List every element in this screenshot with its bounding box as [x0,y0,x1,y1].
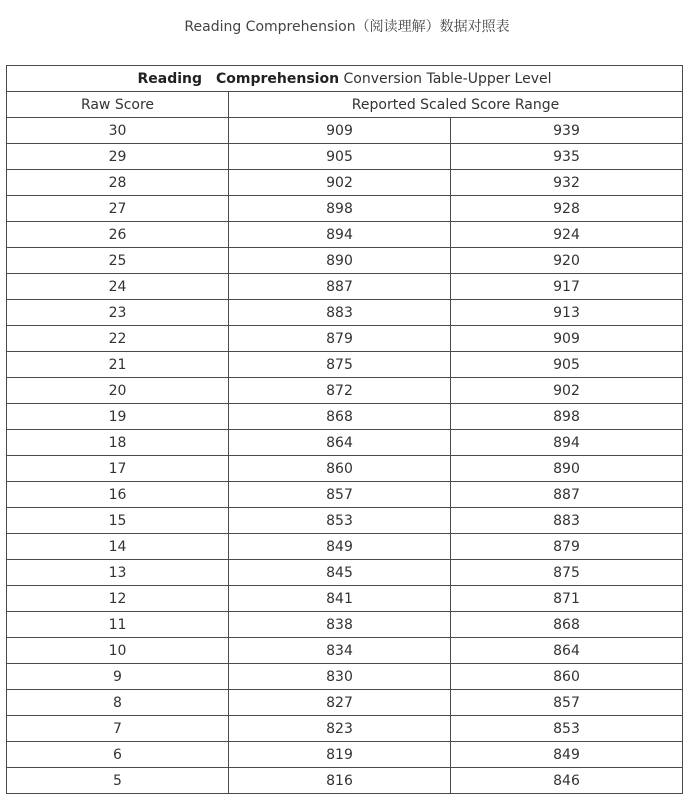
score-min-cell: 864 [229,430,451,456]
table-row [7,170,683,196]
score-max-cell: 853 [451,716,683,742]
score-min-cell: 849 [229,534,451,560]
raw-score-cell: 27 [7,196,229,222]
raw-score-cell: 5 [7,768,229,794]
table-row [7,430,683,456]
raw-score-cell: 12 [7,586,229,612]
raw-score-cell: 9 [7,664,229,690]
raw-score-cell: 6 [7,742,229,768]
score-max-cell: 894 [451,430,683,456]
raw-score-cell: 25 [7,248,229,274]
raw-score-cell: 10 [7,638,229,664]
table-row [7,690,683,716]
raw-score-cell: 30 [7,118,229,144]
raw-score-cell: 21 [7,352,229,378]
table-row [7,638,683,664]
raw-score-cell: 20 [7,378,229,404]
score-min-cell: 857 [229,482,451,508]
raw-score-cell: 19 [7,404,229,430]
score-min-cell: 816 [229,768,451,794]
table-row [7,248,683,274]
table-row [7,326,683,352]
table-heading [7,66,683,92]
score-min-cell: 890 [229,248,451,274]
score-min-cell: 902 [229,170,451,196]
table-header-row [7,92,683,118]
score-max-cell: 875 [451,560,683,586]
table-title-row [7,66,683,92]
score-max-cell: 890 [451,456,683,482]
score-min-cell: 875 [229,352,451,378]
table-row [7,742,683,768]
score-min-cell: 883 [229,300,451,326]
table-body [7,66,683,794]
raw-score-cell: 29 [7,144,229,170]
score-max-cell: 898 [451,404,683,430]
score-max-cell: 924 [451,222,683,248]
raw-score-cell: 18 [7,430,229,456]
raw-score-cell: 22 [7,326,229,352]
score-max-cell: 917 [451,274,683,300]
score-max-cell: 879 [451,534,683,560]
table-row [7,456,683,482]
table-row [7,378,683,404]
table-row [7,664,683,690]
score-min-cell: 819 [229,742,451,768]
score-max-cell: 928 [451,196,683,222]
score-max-cell: 883 [451,508,683,534]
column-header-raw-score: Raw Score [7,92,229,118]
table-heading-bold-comprehension: Comprehension [216,70,340,87]
raw-score-cell: 16 [7,482,229,508]
table-row [7,482,683,508]
score-max-cell: 902 [451,378,683,404]
score-min-cell: 823 [229,716,451,742]
raw-score-cell: 24 [7,274,229,300]
raw-score-cell: 28 [7,170,229,196]
score-min-cell: 838 [229,612,451,638]
table-heading-bold-reading: Reading [137,70,203,87]
table-row [7,144,683,170]
score-max-cell: 935 [451,144,683,170]
score-max-cell: 909 [451,326,683,352]
score-min-cell: 909 [229,118,451,144]
score-min-cell: 853 [229,508,451,534]
score-min-cell: 887 [229,274,451,300]
table-row [7,560,683,586]
score-min-cell: 898 [229,196,451,222]
score-max-cell: 871 [451,586,683,612]
score-min-cell: 827 [229,690,451,716]
score-max-cell: 857 [451,690,683,716]
table-row [7,612,683,638]
score-min-cell: 905 [229,144,451,170]
table-row [7,274,683,300]
table-row [7,508,683,534]
column-header-score-range: Reported Scaled Score Range [229,92,683,118]
score-max-cell: 846 [451,768,683,794]
table-row [7,768,683,794]
score-max-cell: 905 [451,352,683,378]
table-row [7,586,683,612]
table-row [7,352,683,378]
table-heading-rest: Conversion Table-Upper Level [339,70,552,87]
table-row [7,196,683,222]
table-row [7,404,683,430]
score-max-cell: 932 [451,170,683,196]
table-row [7,222,683,248]
raw-score-cell: 14 [7,534,229,560]
raw-score-cell: 11 [7,612,229,638]
raw-score-cell: 23 [7,300,229,326]
page-title: Reading Comprehension（阅读理解）数据对照表 [184,19,510,35]
score-min-cell: 860 [229,456,451,482]
score-min-cell: 868 [229,404,451,430]
score-max-cell: 849 [451,742,683,768]
score-min-cell: 845 [229,560,451,586]
score-max-cell: 913 [451,300,683,326]
score-min-cell: 894 [229,222,451,248]
score-min-cell: 834 [229,638,451,664]
score-max-cell: 860 [451,664,683,690]
raw-score-cell: 8 [7,690,229,716]
score-max-cell: 868 [451,612,683,638]
conversion-table [6,65,683,794]
score-max-cell: 864 [451,638,683,664]
score-max-cell: 887 [451,482,683,508]
score-min-cell: 872 [229,378,451,404]
score-min-cell: 879 [229,326,451,352]
raw-score-cell: 15 [7,508,229,534]
raw-score-cell: 26 [7,222,229,248]
table-row [7,716,683,742]
score-min-cell: 830 [229,664,451,690]
table-row [7,534,683,560]
score-max-cell: 920 [451,248,683,274]
raw-score-cell: 13 [7,560,229,586]
raw-score-cell: 17 [7,456,229,482]
score-max-cell: 939 [451,118,683,144]
score-min-cell: 841 [229,586,451,612]
raw-score-cell: 7 [7,716,229,742]
table-row [7,300,683,326]
table-row [7,118,683,144]
